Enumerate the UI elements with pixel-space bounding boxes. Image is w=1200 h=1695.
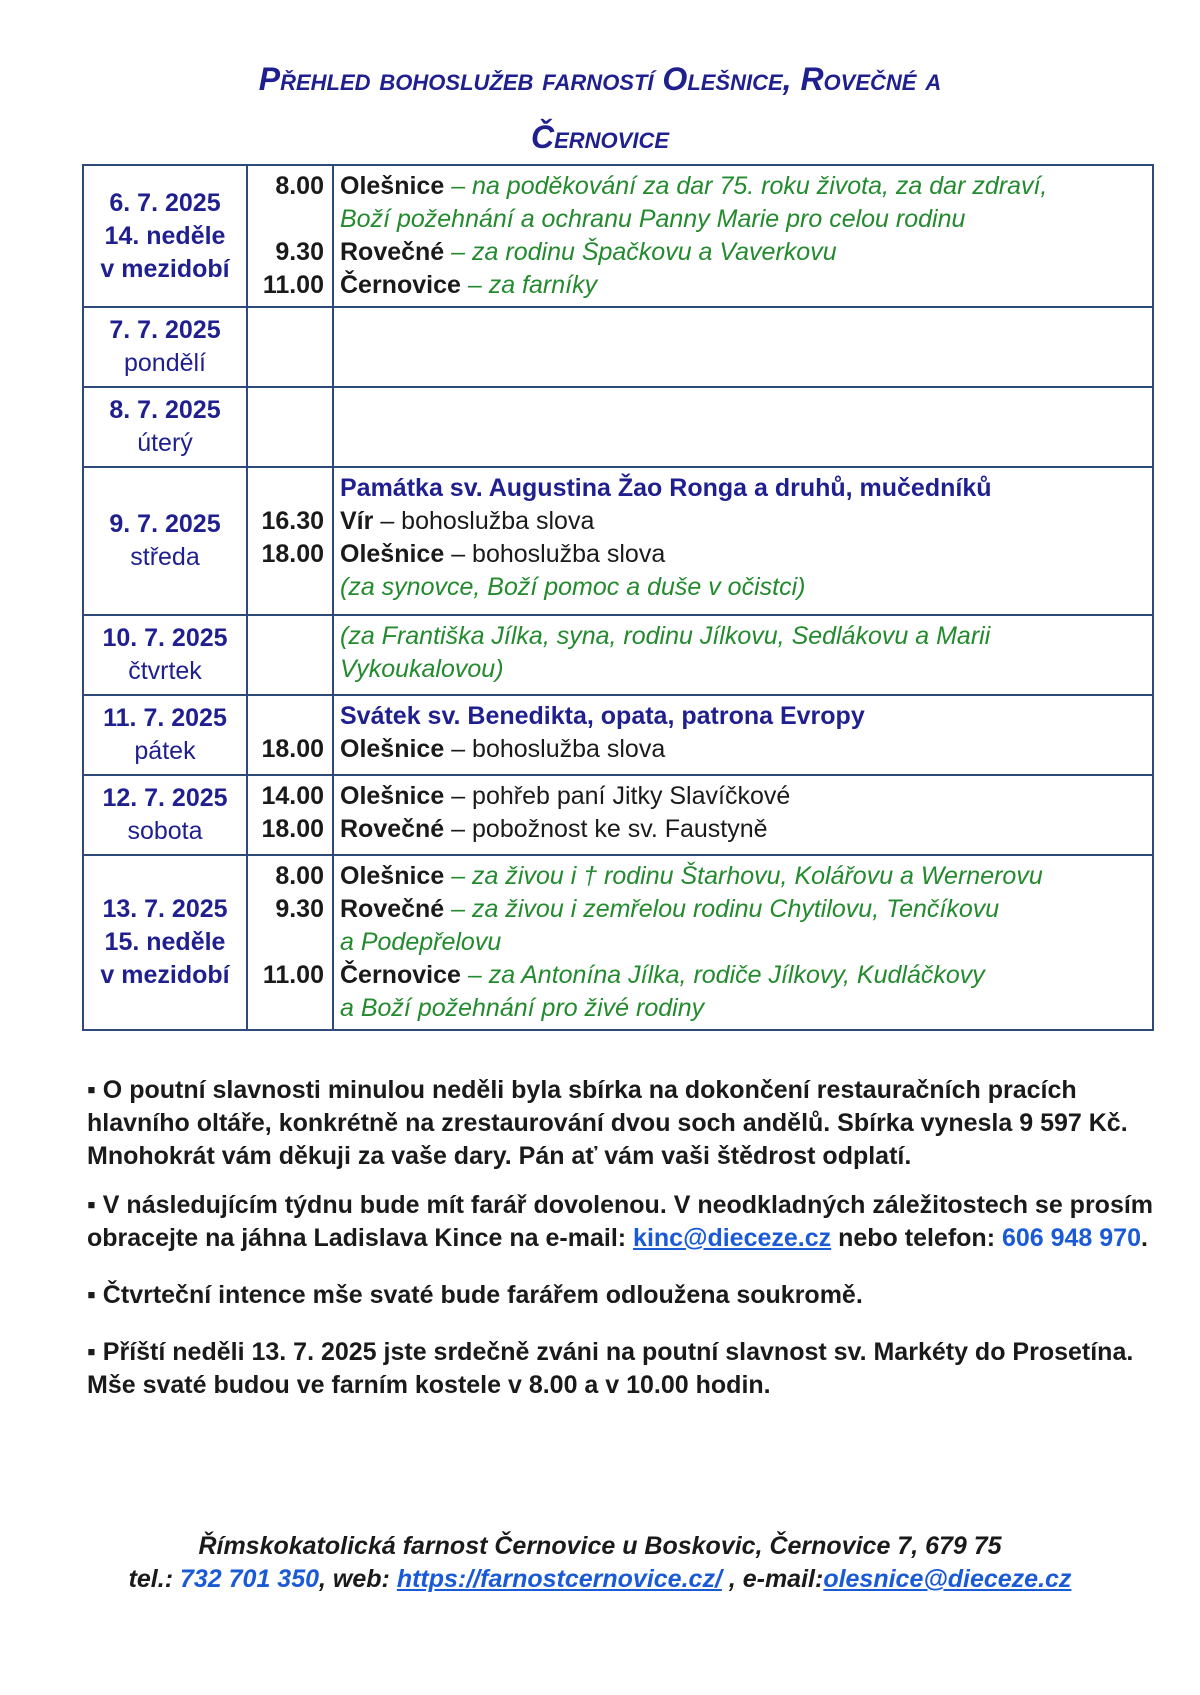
announcements <box>87 1074 1167 1418</box>
time: 18.00 <box>261 540 324 568</box>
time: 8.00 <box>275 862 324 890</box>
date-cell <box>83 615 247 695</box>
place: Olešnice <box>340 735 445 763</box>
date: 11. 7. 2025 <box>103 704 227 732</box>
place: Olešnice <box>340 862 445 890</box>
day-name: středa <box>130 543 200 571</box>
date-cell <box>83 855 247 1030</box>
date-cell <box>83 387 247 467</box>
description-cell <box>333 307 1153 387</box>
date: 13. 7. 2025 <box>102 895 228 923</box>
footer-address: Římskokatolická farnost Černovice u Boskovic, Černovice 7, 679 75 <box>198 1532 1002 1560</box>
place: Černovice <box>340 271 461 299</box>
time: 18.00 <box>261 815 324 843</box>
time-cell <box>247 775 333 855</box>
table-row <box>83 467 1153 615</box>
description-cell: Olešnice – na poděkování za dar 75. roku života, za dar zdraví, Boží požehnání a ochranu Panny Marie pro celou rodinu Rovečné – za rodinu Špačkovu a Vaverkovu Černovice – za farníky <box>333 165 1153 307</box>
announcement: ▪ Příští neděli 13. 7. 2025 jste srdečně zváni na poutní slavnost sv. Markéty do Prosetína. Mše svaté budou ve farním kostele v 8.00 a v 10.00 hodin. <box>87 1338 1134 1399</box>
place: Rovečné <box>340 815 445 843</box>
footer-email-link[interactable]: olesnice@dieceze.cz <box>823 1565 1072 1593</box>
website-link[interactable]: https://farnostcernovice.cz/ <box>396 1565 722 1593</box>
date-cell <box>83 165 247 307</box>
date-cell <box>83 775 247 855</box>
feast-title: Památka sv. Augustina Žao Ronga a druhů, mučedníků <box>340 474 992 502</box>
time-cell <box>247 855 333 1030</box>
time: 9.30 <box>275 238 324 266</box>
table-row <box>83 165 1153 307</box>
time-cell <box>247 387 333 467</box>
date: 8. 7. 2025 <box>109 396 221 424</box>
table-row <box>83 855 1153 1030</box>
time: 8.00 <box>275 172 324 200</box>
feast-title: Svátek sv. Benedikta, opata, patrona Evropy <box>340 702 865 730</box>
date: 10. 7. 2025 <box>102 624 228 652</box>
date: 6. 7. 2025 <box>109 188 221 217</box>
day-name: 14. neděle <box>104 221 226 250</box>
time-cell <box>247 695 333 775</box>
email-link[interactable]: kinc@dieceze.cz <box>633 1224 832 1252</box>
day-name: čtvrtek <box>128 657 202 685</box>
phone-number: 606 948 970 <box>1001 1224 1141 1252</box>
place: Olešnice <box>340 540 445 568</box>
intention: (za synovce, Boží pomoc a duše v očistci) <box>340 573 806 601</box>
day-name: 15. neděle <box>104 928 226 956</box>
description-cell <box>333 615 1153 695</box>
place: Rovečné <box>340 895 445 923</box>
time-cell <box>247 467 333 615</box>
date-cell <box>83 695 247 775</box>
intention: za Antonína Jílka, rodiče Jílkovy, Kudláčkovy <box>488 961 985 989</box>
intention: (za Františka Jílka, syna, rodinu Jílkovu, Sedlákovu a Marii <box>340 622 991 650</box>
schedule-table <box>82 164 1154 1031</box>
footer <box>60 1530 1140 1596</box>
description-cell: Památka sv. Augustina Žao Ronga a druhů, mučedníků Vír – bohoslužba slova Olešnice – bohoslužba slova (za synovce, Boží pomoc a duše v očistci) <box>333 467 1153 615</box>
time: 9.30 <box>275 895 324 923</box>
day-name: pátek <box>134 737 196 765</box>
description-cell: Olešnice – pohřeb paní Jitky Slavíčkové Rovečné – pobožnost ke sv. Faustyně <box>333 775 1153 855</box>
place: Olešnice <box>340 172 445 200</box>
page-title <box>80 50 1120 166</box>
intention: za živou i † rodinu Štarhovu, Kolářovu a Wernerovu <box>472 862 1043 890</box>
day-name: v mezidobí <box>100 254 230 283</box>
table-row <box>83 387 1153 467</box>
title-line-1: Přehled bohoslužeb farností Olešnice, Rovečné a <box>258 61 942 97</box>
service-type: bohoslužba slova <box>401 507 595 535</box>
time-cell <box>247 165 333 307</box>
intention: Boží požehnání a ochranu Panny Marie pro celou rodinu <box>340 205 966 233</box>
place: Olešnice <box>340 782 445 810</box>
day-name: v mezidobí <box>100 961 230 989</box>
date-cell <box>83 467 247 615</box>
announcement: ▪ O poutní slavnosti minulou neděli byla sbírka na dokončení restauračních pracích hlavního oltáře, konkrétně na zrestaurování dvou soch andělů. Sbírka vynesla 9 597 Kč. Mnohokrát vám děkuji za vaše dary. Pán ať vám vaši štědrost odplatí. <box>87 1076 1128 1170</box>
day-name: úterý <box>137 429 193 457</box>
time: 11.00 <box>262 271 324 299</box>
time: 16.30 <box>261 507 324 535</box>
footer-contact: tel.: 732 701 350, web: https://farnostcernovice.cz/ , e-mail:olesnice@dieceze.cz <box>128 1565 1072 1593</box>
intention: za rodinu Špačkovu a Vaverkovu <box>472 238 837 266</box>
service-type: pohřeb paní Jitky Slavíčkové <box>472 782 791 810</box>
intention: Vykoukalovou) <box>340 655 504 683</box>
table-row <box>83 695 1153 775</box>
place: Černovice <box>340 961 461 989</box>
time-cell <box>247 615 333 695</box>
date: 9. 7. 2025 <box>109 510 221 538</box>
announcement: ▪ V následujícím týdnu bude mít farář dovolenou. V neodkladných záležitostech se prosím obracejte na jáhna Ladislava Kince na e-mail: kinc@dieceze.cz nebo telefon: 606 948 970. <box>87 1191 1154 1252</box>
description-cell: Olešnice – za živou i † rodinu Štarhovu, Kolářovu a Wernerovu Rovečné – za živou i zemřelou rodinu Chytilovu, Tenčíkovu a Podepřelovu Černovice – za Antonína Jílka, rodiče Jílkovy, Kudláčkovy a Boží požehnání pro živé rodiny <box>333 855 1153 1030</box>
title-line-2: Černovice <box>530 119 670 155</box>
announcement: ▪ Čtvrteční intence mše svaté bude farářem odloužena soukromě. <box>87 1281 863 1309</box>
table-row <box>83 307 1153 387</box>
footer-phone: 732 701 350 <box>179 1565 320 1593</box>
date-cell <box>83 307 247 387</box>
intention: a Podepřelovu <box>340 928 502 956</box>
date: 12. 7. 2025 <box>102 784 228 812</box>
day-name: sobota <box>127 817 203 845</box>
description-cell: Svátek sv. Benedikta, opata, patrona Evropy Olešnice – bohoslužba slova <box>333 695 1153 775</box>
service-type: pobožnost ke sv. Faustyně <box>472 815 768 843</box>
table-row <box>83 775 1153 855</box>
intention: a Boží požehnání pro živé rodiny <box>340 994 705 1022</box>
time: 18.00 <box>261 735 324 763</box>
description-cell <box>333 387 1153 467</box>
intention: za živou i zemřelou rodinu Chytilovu, Tenčíkovu <box>472 895 1000 923</box>
place: Vír <box>340 507 374 535</box>
table-row <box>83 615 1153 695</box>
place: Rovečné <box>340 238 445 266</box>
time: 11.00 <box>262 961 324 989</box>
time: 14.00 <box>261 782 324 810</box>
day-name: pondělí <box>123 349 207 377</box>
time-cell <box>247 307 333 387</box>
service-type: bohoslužba slova <box>472 735 666 763</box>
intention: na poděkování za dar 75. roku života, za dar zdraví, <box>472 172 1048 200</box>
service-type: bohoslužba slova <box>472 540 666 568</box>
date: 7. 7. 2025 <box>109 316 221 344</box>
intention: za farníky <box>488 271 598 299</box>
